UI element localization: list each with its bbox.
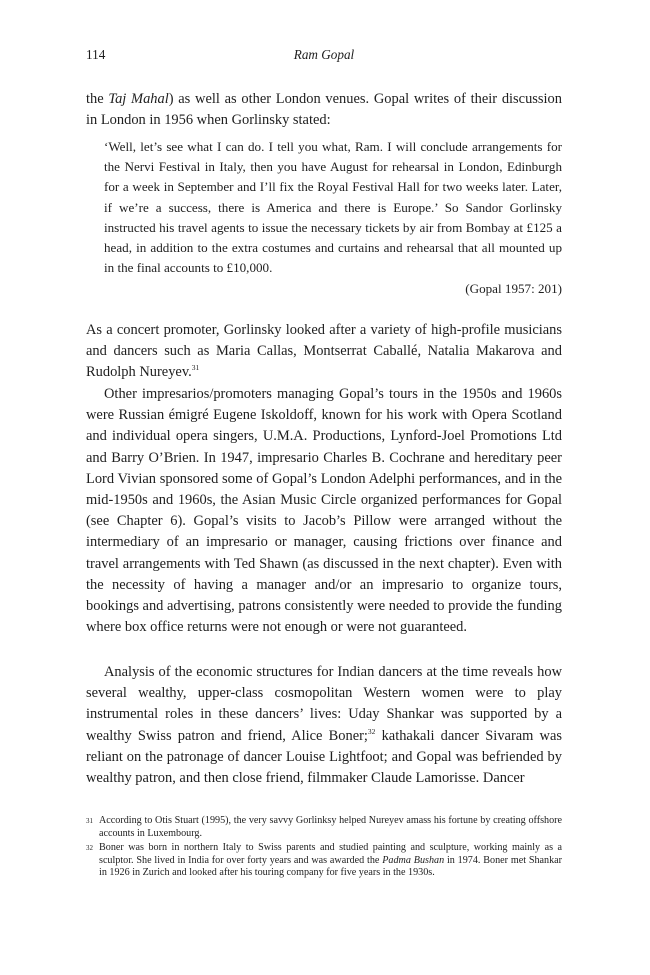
page-number: 114 bbox=[86, 47, 106, 62]
emphasis-award: Padma Bushan bbox=[382, 854, 445, 866]
emphasis-title: Taj Mahal bbox=[108, 91, 169, 107]
paragraph-gorlinsky: As a concert promoter, Gorlinsky looked after a variety of high-profile musicians and dancers such as Maria Callas, Montserrat Caballé, Natalia Makarova and Rudolph Nureyev.$^{31}$ bbox=[86, 322, 562, 381]
footnote-ref-31: 31 bbox=[191, 363, 200, 373]
paragraph-impresarios: Other impresarios/promoters managing Gopal’s tours in the 1950s and 1960s were Russian émigré Eugene Iskoldoff, known for his work with Opera Scotland and individual opera singers, U.M.A. Productions, Lynford-Joel Promotions Ltd and Barry O’Brien. In 1947, impresario Charles B. Cochrane and hereditary peer Lord Vivian sponsored some of Gopal’s London Adelphi performances, and in the mid-1950s and 1960s, the Asian Music Circle organized performances for Gopal (see Chapter 6). Gopal’s visits to Jacob’s Pillow were arranged without the intermediary of an impresario or manager, causing frictions over finance and travel arrangements with Ted Shawn (as discussed in the next chapter). Even with the necessity of having a manager and/or an impresario to organize tours, bookings and advertising, patrons consistently were needed to provide the funding where box office returns were not enough or were not guaranteed. bbox=[86, 386, 562, 636]
footnote-number: 32 bbox=[86, 844, 93, 852]
footnote-number: 31 bbox=[86, 817, 93, 825]
quote-citation: (Gopal 1957: 201) bbox=[465, 281, 562, 296]
page-header bbox=[86, 47, 562, 67]
footnote-ref-32: 32 bbox=[367, 726, 376, 736]
paragraph-analysis: Analysis of the economic structures for Indian dancers at the time reveals how several wealthy, upper-class cosmopolitan Western women were to play instrumental roles in these dancers’ lives: Uday Shankar was supported by a wealthy Swiss patron and friend, Alice Boner;$^{32}$ kathakali dancer Sivaram was reliant on the patronage of dancer Louise Lightfoot; and Gopal was befriended by wealthy patron, and then close friend, filmmaker Claude Lamorisse. Dancer bbox=[86, 664, 562, 787]
running-title: Ram Gopal bbox=[293, 47, 355, 62]
block-quote: ‘Well, let’s see what I can do. I tell you what, Ram. I will conclude arrangements for the Nervi Festival in Italy, then you have August for rehearsal in London, Edinburgh for a week in September and I’ll fix the Royal Festival Hall for two weeks later. Later, if we’re a success, there is America and there is Europe.’ So Sandor Gorlinsky instructed his travel agents to issue the necessary tickets by air from Bombay at £125 a head, in addition to the extra costumes and curtains and rehearsal that all mounted up in the final accounts to £10,000. bbox=[104, 139, 562, 276]
footnote-31: 31 According to Otis Stuart (1995), the very savvy Gorlinksy helped Nureyev amass his fortune by creating offshore accounts in Luxembourg. bbox=[86, 815, 562, 839]
paragraph-intro: the Taj Mahal) as well as other London venues. Gopal writes of their discussion in London in 1956 when Gorlinsky stated: bbox=[86, 91, 562, 129]
footnote-32: 32 Boner was born in northern Italy to Swiss parents and studied painting and sculpture, working mainly as a sculptor. She lived in India for over forty years and was awarded the Padma Bushan in 1974. Boner met Shankar in 1926 in Zurich and looked after his touring company for five years in the 1930s. bbox=[86, 842, 563, 879]
